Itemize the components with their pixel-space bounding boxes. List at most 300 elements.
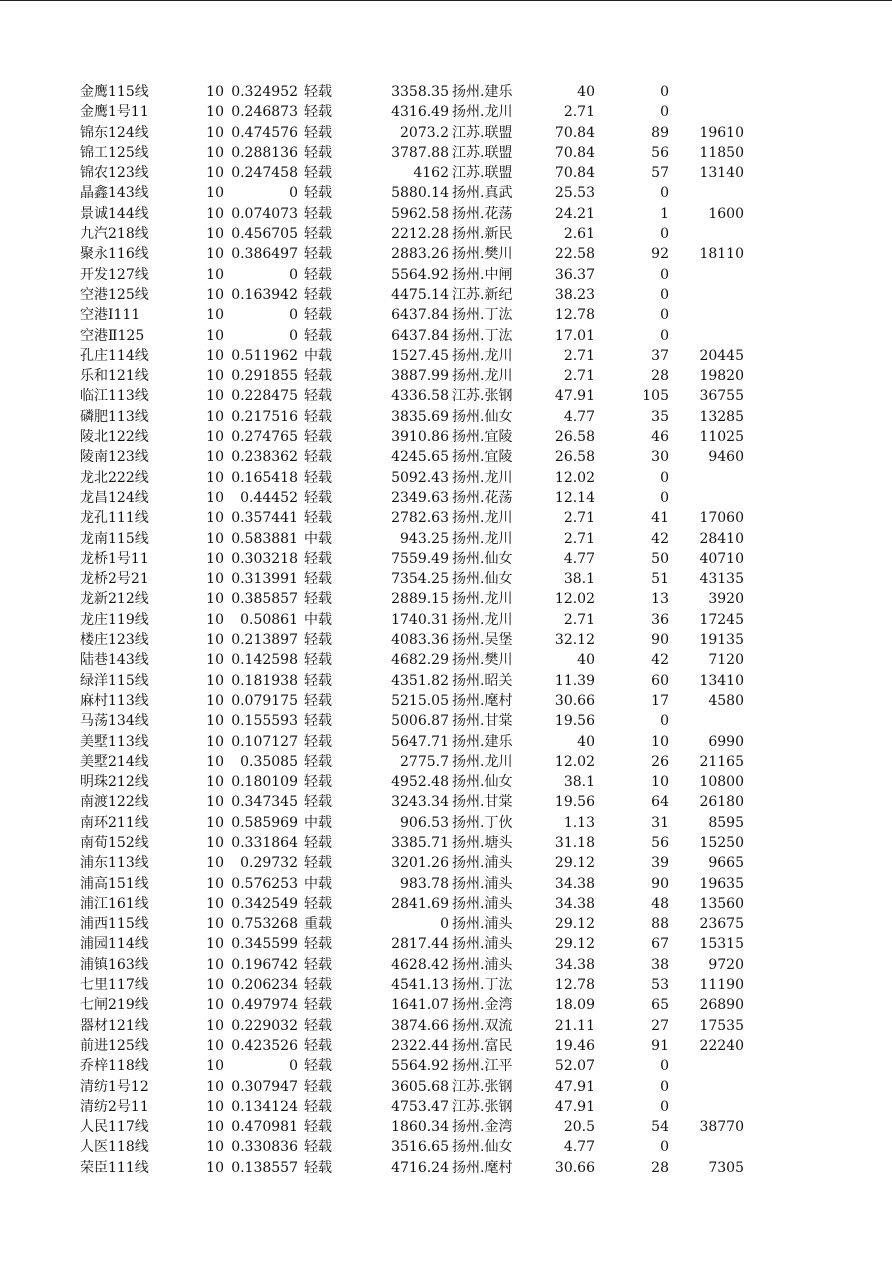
length-cell: 30.66 [554,1159,595,1176]
table-row [0,305,892,325]
load-rate-cell: 0.347345 [231,794,298,811]
count-cell: 31 [651,814,669,831]
total-cell: 38770 [699,1119,744,1136]
length-cell: 26.58 [554,429,595,446]
length-cell: 4.77 [563,550,595,567]
capacity-cell: 3835.69 [391,408,449,425]
table-row [0,447,892,467]
voltage-cell: 10 [206,652,224,669]
substation-cell: 扬州.麾村 [452,692,513,709]
load-rate-cell: 0.246873 [231,104,298,121]
load-rate-cell: 0.313991 [231,571,298,588]
table-row [0,1158,892,1178]
total-cell: 8595 [708,814,744,831]
voltage-cell: 10 [206,916,224,933]
table-row [0,488,892,508]
voltage-cell: 10 [206,814,224,831]
line-name-cell: 龙昌124线 [80,489,149,506]
voltage-cell: 10 [206,246,224,263]
length-cell: 12.02 [554,591,595,608]
count-cell: 54 [651,1119,669,1136]
capacity-cell: 3910.86 [391,429,449,446]
line-name-cell: 浦高151线 [80,875,149,892]
length-cell: 25.53 [554,185,595,202]
capacity-cell: 4682.29 [391,652,449,669]
voltage-cell: 10 [206,997,224,1014]
total-cell: 17535 [699,1017,744,1034]
line-name-cell: 浦镇163线 [80,956,149,973]
line-name-cell: 七里117线 [80,977,149,994]
total-cell: 3920 [708,591,744,608]
load-rate-cell: 0.511962 [231,347,298,364]
capacity-cell: 2322.44 [391,1037,449,1054]
voltage-cell: 10 [206,733,224,750]
substation-cell: 扬州.浦头 [452,916,513,933]
voltage-cell: 10 [206,388,224,405]
load-status-cell: 轻载 [304,408,332,425]
load-status-cell: 轻载 [304,469,332,486]
load-status-cell: 轻载 [304,774,332,791]
substation-cell: 扬州.浦头 [452,875,513,892]
total-cell: 22240 [699,1037,744,1054]
load-rate-cell: 0.142598 [231,652,298,669]
load-rate-cell: 0.217516 [231,408,298,425]
load-status-cell: 轻载 [304,550,332,567]
substation-cell: 扬州.仙女 [452,774,513,791]
voltage-cell: 10 [206,226,224,243]
count-cell: 51 [651,571,669,588]
length-cell: 47.91 [554,1098,595,1115]
length-cell: 29.12 [554,855,595,872]
load-rate-cell: 0.456705 [231,226,298,243]
capacity-cell: 5564.92 [391,266,449,283]
capacity-cell: 4475.14 [391,286,449,303]
table-row [0,1077,892,1097]
table-row [0,386,892,406]
length-cell: 19.46 [554,1037,595,1054]
table-row [0,1056,892,1076]
substation-cell: 扬州.花荡 [452,489,513,506]
length-cell: 19.56 [554,794,595,811]
length-cell: 17.01 [554,327,595,344]
load-rate-cell: 0.303218 [231,550,298,567]
count-cell: 27 [651,1017,669,1034]
count-cell: 90 [651,875,669,892]
capacity-cell: 5962.58 [391,205,449,222]
line-name-cell: 浦江161线 [80,895,149,912]
table-row [0,1036,892,1056]
load-status-cell: 中载 [304,347,332,364]
load-rate-cell: 0.247458 [231,165,298,182]
line-name-cell: 人民117线 [80,1119,149,1136]
count-cell: 13 [651,591,669,608]
line-name-cell: 浦东113线 [80,855,149,872]
load-rate-cell: 0.196742 [231,956,298,973]
load-rate-cell: 0.288136 [231,144,298,161]
load-rate-cell: 0.386497 [231,246,298,263]
load-status-cell: 轻载 [304,591,332,608]
voltage-cell: 10 [206,1058,224,1075]
substation-cell: 扬州.金湾 [452,1119,513,1136]
load-rate-cell: 0.583881 [231,530,298,547]
load-status-cell: 轻载 [304,489,332,506]
line-name-cell: 空港Ⅰ111 [80,307,141,324]
count-cell: 36 [651,611,669,628]
load-status-cell: 轻载 [304,1037,332,1054]
voltage-cell: 10 [206,469,224,486]
line-name-cell: 龙桥2号21 [80,571,149,588]
table-row [0,82,892,102]
voltage-cell: 10 [206,165,224,182]
table-row [0,224,892,244]
voltage-cell: 10 [206,1017,224,1034]
length-cell: 19.56 [554,713,595,730]
load-rate-cell: 0.576253 [231,875,298,892]
load-status-cell: 轻载 [304,571,332,588]
load-rate-cell: 0.213897 [231,632,298,649]
total-cell: 18110 [699,246,744,263]
voltage-cell: 10 [206,347,224,364]
load-rate-cell: 0.291855 [231,368,298,385]
line-name-cell: 陵南123线 [80,449,149,466]
load-rate-cell: 0.342549 [231,895,298,912]
load-status-cell: 轻载 [304,753,332,770]
length-cell: 30.66 [554,692,595,709]
substation-cell: 扬州.龙川 [452,530,513,547]
line-name-cell: 临江113线 [80,388,149,405]
substation-cell: 江苏.张钢 [452,388,513,405]
load-rate-cell: 0.274765 [231,429,298,446]
voltage-cell: 10 [206,936,224,953]
load-rate-cell: 0.330836 [231,1139,298,1156]
capacity-cell: 4628.42 [391,956,449,973]
capacity-cell: 7354.25 [391,571,449,588]
table-row [0,183,892,203]
load-rate-cell: 0.107127 [231,733,298,750]
total-cell: 9665 [708,855,744,872]
table-row [0,691,892,711]
substation-cell: 扬州.麾村 [452,1159,513,1176]
count-cell: 0 [660,266,669,283]
load-rate-cell: 0.50861 [240,611,298,628]
capacity-cell: 1527.45 [391,347,449,364]
voltage-cell: 10 [206,855,224,872]
substation-cell: 扬州.富民 [452,1037,513,1054]
load-rate-cell: 0.331864 [231,834,298,851]
table-row [0,732,892,752]
load-status-cell: 轻载 [304,855,332,872]
load-rate-cell: 0.138557 [231,1159,298,1176]
count-cell: 48 [651,895,669,912]
load-status-cell: 轻载 [304,713,332,730]
capacity-cell: 0 [440,916,449,933]
load-status-cell: 重载 [304,916,332,933]
substation-cell: 江苏.联盟 [452,165,513,182]
count-cell: 37 [651,347,669,364]
load-status-cell: 轻载 [304,936,332,953]
voltage-cell: 10 [206,753,224,770]
line-name-cell: 空港Ⅱ125 [80,327,145,344]
total-cell: 28410 [699,530,744,547]
length-cell: 12.02 [554,469,595,486]
table-row [0,995,892,1015]
load-rate-cell: 0 [289,307,298,324]
line-name-cell: 麻村113线 [80,692,149,709]
capacity-cell: 906.53 [400,814,449,831]
voltage-cell: 10 [206,205,224,222]
table-row [0,914,892,934]
count-cell: 105 [642,388,669,405]
line-name-cell: 九汽218线 [80,226,149,243]
capacity-cell: 943.25 [400,530,449,547]
capacity-cell: 5564.92 [391,1058,449,1075]
length-cell: 52.07 [554,1058,595,1075]
capacity-cell: 5006.87 [391,713,449,730]
line-name-cell: 金鹰115线 [80,84,149,100]
substation-cell: 扬州.仙女 [452,550,513,567]
substation-cell: 江苏.联盟 [452,144,513,161]
voltage-cell: 10 [206,1098,224,1115]
line-name-cell: 浦西115线 [80,916,149,933]
table-row [0,934,892,954]
load-rate-cell: 0.134124 [231,1098,298,1115]
line-name-cell: 清纺1号12 [80,1078,149,1095]
line-name-cell: 锦东124线 [80,124,149,141]
table-row [0,813,892,833]
substation-cell: 扬州.建乐 [452,733,513,750]
load-status-cell: 轻载 [304,1078,332,1095]
load-rate-cell: 0.074073 [231,205,298,222]
total-cell: 43135 [699,571,744,588]
voltage-cell: 10 [206,611,224,628]
count-cell: 88 [651,916,669,933]
load-rate-cell: 0 [289,327,298,344]
capacity-cell: 4316.49 [391,104,449,121]
capacity-cell: 4245.65 [391,449,449,466]
table-row [0,123,892,143]
voltage-cell: 10 [206,489,224,506]
substation-cell: 扬州.仙女 [452,571,513,588]
count-cell: 0 [660,307,669,324]
length-cell: 47.91 [554,388,595,405]
load-status-cell: 轻载 [304,692,332,709]
table-row [0,894,892,914]
line-name-cell: 锦工125线 [80,144,149,161]
line-name-cell: 美墅113线 [80,733,149,750]
line-name-cell: 空港125线 [80,286,149,303]
substation-cell: 扬州.双流 [452,1017,513,1034]
length-cell: 24.21 [554,205,595,222]
substation-cell: 扬州.塘头 [452,834,513,851]
voltage-cell: 10 [206,124,224,141]
length-cell: 29.12 [554,916,595,933]
table-row [0,1097,892,1117]
total-cell: 19610 [699,124,744,141]
load-status-cell: 轻载 [304,124,332,141]
table-row [0,955,892,975]
load-status-cell: 轻载 [304,205,332,222]
load-rate-cell: 0.307947 [231,1078,298,1095]
length-cell: 34.38 [554,875,595,892]
capacity-cell: 1740.31 [391,611,449,628]
substation-cell: 扬州.新民 [452,226,513,243]
table-row [0,326,892,346]
voltage-cell: 10 [206,368,224,385]
line-name-cell: 龙新212线 [80,591,149,608]
voltage-cell: 10 [206,875,224,892]
substation-cell: 扬州.江平 [452,1058,513,1075]
voltage-cell: 10 [206,591,224,608]
capacity-cell: 3516.65 [391,1139,449,1156]
length-cell: 2.71 [563,104,595,121]
line-name-cell: 乐和121线 [80,368,149,385]
capacity-cell: 2817.44 [391,936,449,953]
capacity-cell: 2889.15 [391,591,449,608]
load-rate-cell: 0.497974 [231,997,298,1014]
substation-cell: 扬州.丁汯 [452,327,513,344]
line-name-cell: 锦农123线 [80,165,149,182]
length-cell: 2.71 [563,347,595,364]
length-cell: 70.84 [554,165,595,182]
line-name-cell: 龙桥1号11 [80,550,149,567]
total-cell: 13410 [699,672,744,689]
table-row [0,468,892,488]
length-cell: 40 [577,652,595,669]
line-name-cell: 器材121线 [80,1017,149,1034]
total-cell: 26890 [699,997,744,1014]
substation-cell: 扬州.龙川 [452,611,513,628]
length-cell: 2.71 [563,530,595,547]
total-cell: 26180 [699,794,744,811]
voltage-cell: 10 [206,550,224,567]
line-name-cell: 金鹰1号11 [80,104,149,121]
total-cell: 9460 [708,449,744,466]
substation-cell: 扬州.仙女 [452,408,513,425]
total-cell: 11850 [699,144,744,161]
load-status-cell: 轻载 [304,1119,332,1136]
table-row [0,711,892,731]
capacity-cell: 4753.47 [391,1098,449,1115]
count-cell: 67 [651,936,669,953]
substation-cell: 扬州.龙川 [452,368,513,385]
count-cell: 46 [651,429,669,446]
load-status-cell: 轻载 [304,794,332,811]
total-cell: 21165 [699,753,744,770]
load-rate-cell: 0.345599 [231,936,298,953]
voltage-cell: 10 [206,1037,224,1054]
length-cell: 2.71 [563,510,595,527]
count-cell: 0 [660,1058,669,1075]
length-cell: 4.77 [563,1139,595,1156]
capacity-cell: 2212.28 [391,226,449,243]
capacity-cell: 2775.7 [400,753,449,770]
voltage-cell: 10 [206,449,224,466]
length-cell: 22.58 [554,246,595,263]
load-status-cell: 轻载 [304,632,332,649]
length-cell: 34.38 [554,956,595,973]
capacity-cell: 3887.99 [391,368,449,385]
table-row [0,589,892,609]
voltage-cell: 10 [206,1159,224,1176]
load-status-cell: 轻载 [304,977,332,994]
voltage-cell: 10 [206,266,224,283]
capacity-cell: 5215.05 [391,692,449,709]
total-cell: 6990 [708,733,744,750]
table-row [0,143,892,163]
line-name-cell: 陆巷143线 [80,652,149,669]
count-cell: 56 [651,144,669,161]
substation-cell: 扬州.龙川 [452,591,513,608]
count-cell: 57 [651,165,669,182]
capacity-cell: 3787.88 [391,144,449,161]
top-border [0,0,892,1]
table-row [0,204,892,224]
table-row [0,752,892,772]
substation-cell: 扬州.中闸 [452,266,513,283]
length-cell: 40 [577,84,595,100]
line-name-cell: 美墅214线 [80,753,149,770]
table-row [0,772,892,792]
load-rate-cell: 0.206234 [231,977,298,994]
count-cell: 28 [651,1159,669,1176]
substation-cell: 扬州.龙川 [452,510,513,527]
table-row [0,285,892,305]
load-rate-cell: 0.29732 [240,855,298,872]
line-name-cell: 南荀152线 [80,834,149,851]
total-cell: 13560 [699,895,744,912]
substation-cell: 扬州.宜陵 [452,449,513,466]
table-row [0,650,892,670]
capacity-cell: 3358.35 [391,84,449,100]
capacity-cell: 4336.58 [391,388,449,405]
voltage-cell: 10 [206,286,224,303]
load-status-cell: 轻载 [304,733,332,750]
table-row [0,975,892,995]
line-name-cell: 七闸219线 [80,997,149,1014]
capacity-cell: 3874.66 [391,1017,449,1034]
voltage-cell: 10 [206,144,224,161]
table-row [0,792,892,812]
load-status-cell: 轻载 [304,165,332,182]
total-cell: 15250 [699,834,744,851]
length-cell: 31.18 [554,834,595,851]
total-cell: 13140 [699,165,744,182]
line-name-cell: 开发127线 [80,266,149,283]
total-cell: 19635 [699,875,744,892]
line-name-cell: 龙孔111线 [80,510,149,527]
voltage-cell: 10 [206,692,224,709]
table-row [0,346,892,366]
line-name-cell: 景诚144线 [80,205,149,222]
table-row [0,671,892,691]
load-rate-cell: 0.163942 [231,286,298,303]
substation-cell: 扬州.宜陵 [452,429,513,446]
substation-cell: 扬州.真武 [452,185,513,202]
count-cell: 0 [660,1139,669,1156]
total-cell: 19135 [699,632,744,649]
load-rate-cell: 0 [289,266,298,283]
substation-cell: 扬州.浦头 [452,855,513,872]
load-status-cell: 中载 [304,530,332,547]
line-name-cell: 清纺2号11 [80,1098,149,1115]
table-row [0,265,892,285]
load-rate-cell: 0.155593 [231,713,298,730]
length-cell: 38.23 [554,286,595,303]
voltage-cell: 10 [206,672,224,689]
capacity-cell: 4716.24 [391,1159,449,1176]
load-rate-cell: 0 [289,185,298,202]
length-cell: 26.58 [554,449,595,466]
